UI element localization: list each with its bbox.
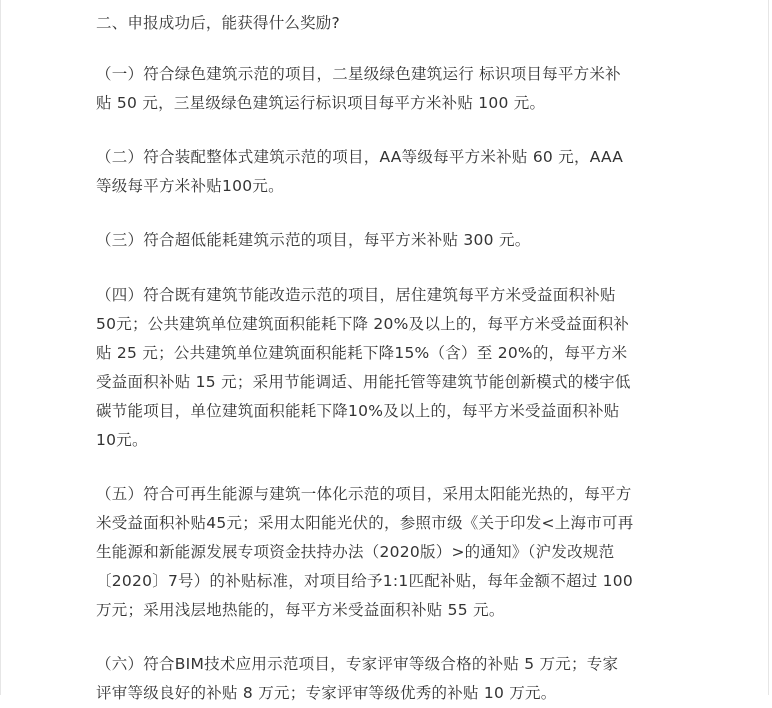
section-heading: 二、申报成功后，能获得什么奖励? bbox=[96, 14, 340, 32]
text-line: （三）符合超低能耗建筑示范的项目，每平方米补贴 300 元。 bbox=[96, 231, 531, 249]
text-line: 等级每平方米补贴100元。 bbox=[96, 177, 284, 195]
text-line: 〔2020〕7号）的补贴标准，对项目给予1:1匹配补贴，每年金额不超过 100 bbox=[96, 572, 634, 590]
text-line: （四）符合既有建筑节能改造示范的项目，居住建筑每平方米受益面积补贴 bbox=[96, 286, 616, 304]
text-line: （一）符合绿色建筑示范的项目，二星级绿色建筑运行 标识项目每平方米补 bbox=[96, 65, 621, 83]
text-line: （五）符合可再生能源与建筑一体化示范的项目，采用太阳能光热的，每平方 bbox=[96, 485, 632, 503]
text-line: 贴 25 元；公共建筑单位建筑面积能耗下降15%（含）至 20%的，每平方米 bbox=[96, 344, 628, 362]
text-line: 万元；采用浅层地热能的，每平方米受益面积补贴 55 元。 bbox=[96, 601, 505, 619]
paragraph-prefab-building bbox=[96, 143, 682, 201]
text-line: 米受益面积补贴45元；采用太阳能光伏的，参照市级《关于印发<上海市可再 bbox=[96, 514, 634, 532]
text-line: 贴 50 元，三星级绿色建筑运行标识项目每平方米补贴 100 元。 bbox=[96, 94, 546, 112]
paragraph-energy-retrofit bbox=[96, 281, 682, 455]
text-line: 50元；公共建筑单位建筑面积能耗下降 20%及以上的，每平方米受益面积补 bbox=[96, 315, 630, 333]
text-line: 碳节能项目，单位建筑面积能耗下降10%及以上的，每平方米受益面积补贴 bbox=[96, 402, 620, 420]
page-border-right bbox=[768, 0, 769, 695]
paragraph-green-building bbox=[96, 60, 682, 118]
text-line: （六）符合BIM技术应用示范项目，专家评审等级合格的补贴 5 万元；专家 bbox=[96, 655, 619, 673]
text-line: （二）符合装配整体式建筑示范的项目，AA等级每平方米补贴 60 元，AAA bbox=[96, 148, 624, 166]
text-line: 评审等级良好的补贴 8 万元；专家评审等级优秀的补贴 10 万元。 bbox=[96, 684, 557, 702]
paragraph-ultra-low-energy bbox=[96, 226, 682, 255]
page-border-left bbox=[0, 0, 1, 695]
article-body bbox=[96, 10, 682, 708]
paragraph-bim-technology bbox=[96, 650, 682, 708]
paragraph-renewable-energy bbox=[96, 480, 682, 625]
text-line: 10元。 bbox=[96, 431, 148, 449]
text-line: 受益面积补贴 15 元；采用节能调适、用能托管等建筑节能创新模式的楼宇低 bbox=[96, 373, 631, 391]
text-line: 生能源和新能源发展专项资金扶持办法（2020版）>的通知》（沪发改规范 bbox=[96, 543, 615, 561]
